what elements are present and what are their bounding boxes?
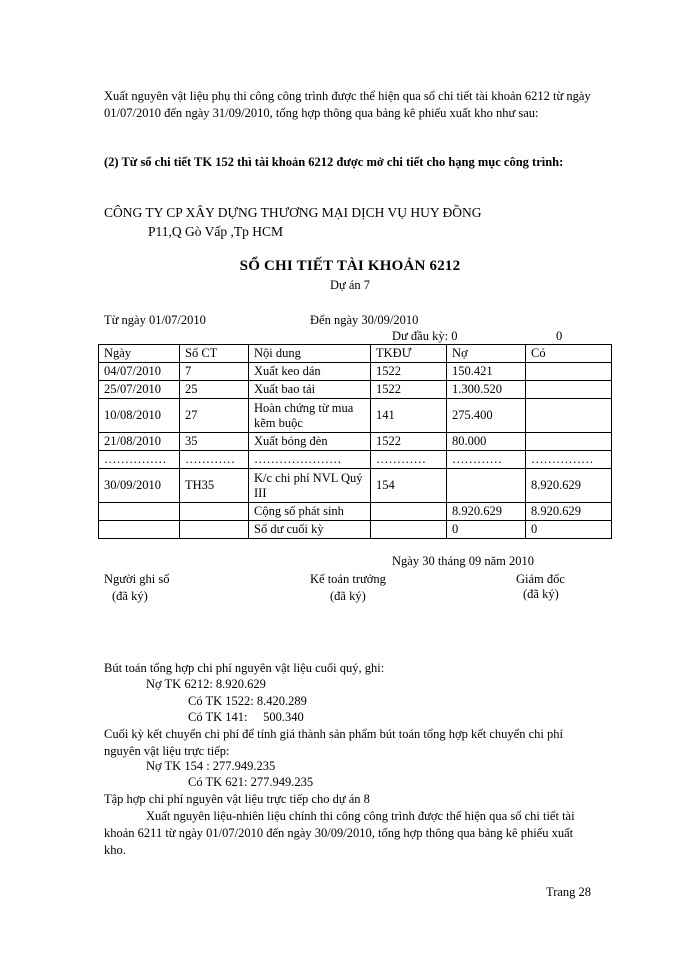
cell-contra-account: 154 (371, 469, 447, 503)
cell-description: Xuất keo dán (249, 363, 371, 381)
cell-date (99, 521, 180, 539)
cell-date: …………… (99, 451, 180, 469)
header-contra-account: TKĐƯ (371, 345, 447, 363)
from-date: Từ ngày 01/07/2010 (104, 313, 206, 327)
company-address: P11,Q Gò Vấp ,Tp HCM (148, 224, 284, 239)
cell-credit: 8.920.629 (526, 469, 612, 503)
cell-doc-no (180, 521, 249, 539)
section-heading: (2) Từ sổ chi tiết TK 152 thì tài khoản 6212 được mở chi tiết cho hạng mục công trình: (104, 155, 564, 169)
cell-description: Xuất bao tải (249, 381, 371, 399)
opening-credit: 0 (556, 329, 563, 343)
cell-description: Cộng số phát sinh (249, 503, 371, 521)
header-date: Ngày (99, 345, 180, 363)
entries-line-3: Có TK 1522: 8.420.289 (188, 694, 307, 708)
company-name: CÔNG TY CP XÂY DỰNG THƯƠNG MẠI DỊCH VỤ HUY ĐỒNG (104, 205, 482, 220)
cell-debit: 0 (447, 521, 526, 539)
header-description: Nội dung (249, 345, 371, 363)
total-row (99, 503, 612, 521)
table-row (99, 433, 612, 451)
cell-doc-no: 27 (180, 399, 249, 433)
table-row (99, 451, 612, 469)
header-doc-no: Số CT (180, 345, 249, 363)
entries-line-8: Tập hợp chi phí nguyên vật liệu trực tiếp cho dự án 8 (104, 792, 370, 806)
cell-description: Xuất bóng đèn (249, 433, 371, 451)
cell-debit: 275.400 (447, 399, 526, 433)
cell-contra-account: 141 (371, 399, 447, 433)
table-row (99, 399, 612, 433)
opening-balance: Dư đầu kỳ: 0 (392, 329, 458, 343)
ledger-table (98, 344, 612, 539)
director-signed: (đã ký) (523, 587, 559, 601)
header-credit: Có (526, 345, 612, 363)
cell-debit: 8.920.629 (447, 503, 526, 521)
cell-doc-no: 35 (180, 433, 249, 451)
cell-doc-no: 25 (180, 381, 249, 399)
cell-debit: ………… (447, 451, 526, 469)
cell-date: 21/08/2010 (99, 433, 180, 451)
chief-accountant-signed: (đã ký) (330, 589, 366, 603)
director-title: Giám đốc (516, 572, 565, 586)
recorder-signed: (đã ký) (112, 589, 148, 603)
cell-date: 10/08/2010 (99, 399, 180, 433)
cell-description: Số dư cuối kỳ (249, 521, 371, 539)
entries-line-7: Có TK 621: 277.949.235 (188, 775, 314, 789)
cell-debit (447, 469, 526, 503)
cell-debit: 1.300.520 (447, 381, 526, 399)
table-row (99, 381, 612, 399)
entries-line-6: Nợ TK 154 : 277.949.235 (146, 759, 276, 773)
cell-credit (526, 399, 612, 433)
signature-date: Ngày 30 tháng 09 năm 2010 (392, 554, 534, 568)
cell-credit: …………… (526, 451, 612, 469)
entries-line-2: Nợ TK 6212: 8.920.629 (146, 677, 266, 691)
cell-doc-no: 7 (180, 363, 249, 381)
cell-credit: 0 (526, 521, 612, 539)
intro-paragraph: Xuất nguyên vật liệu phụ thi công công trình được thể hiện qua sổ chi tiết tài khoản 6212 từ ngày 01/07/2010 đến ngày 31/09/2010, tổng hợp thông qua bảng kê phiếu xuất kho như sau: (104, 89, 591, 120)
cell-doc-no (180, 503, 249, 521)
cell-credit: 8.920.629 (526, 503, 612, 521)
recorder-title: Người ghi sổ (104, 572, 170, 586)
cell-credit (526, 363, 612, 381)
cell-doc-no: ………… (180, 451, 249, 469)
page-number: Trang 28 (546, 885, 592, 899)
cell-credit (526, 433, 612, 451)
cell-doc-no: TH35 (180, 469, 249, 503)
cell-date: 25/07/2010 (99, 381, 180, 399)
cell-contra-account: 1522 (371, 433, 447, 451)
cell-description: ………………… (249, 451, 371, 469)
cell-contra-account: ………… (371, 451, 447, 469)
entries-line-5: Cuối kỳ kết chuyển chi phí để tính giá thành sản phẩm bút toán tổng hợp kết chuyển chi phí nguyên vật liệu trực tiếp: (104, 727, 563, 758)
cell-date: 04/07/2010 (99, 363, 180, 381)
table-row (99, 469, 612, 503)
cell-contra-account: 1522 (371, 381, 447, 399)
table-row (99, 363, 612, 381)
to-date: Đến ngày 30/09/2010 (310, 313, 419, 327)
entries-line-4: Có TK 141: 500.340 (188, 710, 304, 724)
table-header-row (99, 345, 612, 363)
cell-contra-account (371, 503, 447, 521)
chief-accountant-title: Kế toán trưởng (310, 572, 386, 586)
header-debit: Nợ (447, 345, 526, 363)
entries-line-9: Xuất nguyên liệu-nhiên liệu chính thi công công trình được thể hiện qua sổ chi tiết tài khoản 6211 từ ngày 01/07/2010 đến ngày 30/09/2010, tổng hợp thông qua bảng kê phiếu xuất kho. (104, 809, 575, 857)
cell-credit (526, 381, 612, 399)
ledger-title: SỔ CHI TIẾT TÀI KHOẢN 6212 (239, 258, 461, 274)
cell-contra-account (371, 521, 447, 539)
cell-date: 30/09/2010 (99, 469, 180, 503)
cell-description: Hoàn chứng từ mua kẽm buộc (249, 399, 371, 433)
cell-debit: 80.000 (447, 433, 526, 451)
cell-date (99, 503, 180, 521)
closing-balance-row (99, 521, 612, 539)
cell-debit: 150.421 (447, 363, 526, 381)
cell-contra-account: 1522 (371, 363, 447, 381)
cell-description: K/c chi phí NVL Quý III (249, 469, 371, 503)
ledger-subtitle: Dự án 7 (329, 278, 371, 292)
entries-line-1: Bút toán tổng hợp chi phí nguyên vật liệu cuối quý, ghi: (104, 661, 385, 675)
